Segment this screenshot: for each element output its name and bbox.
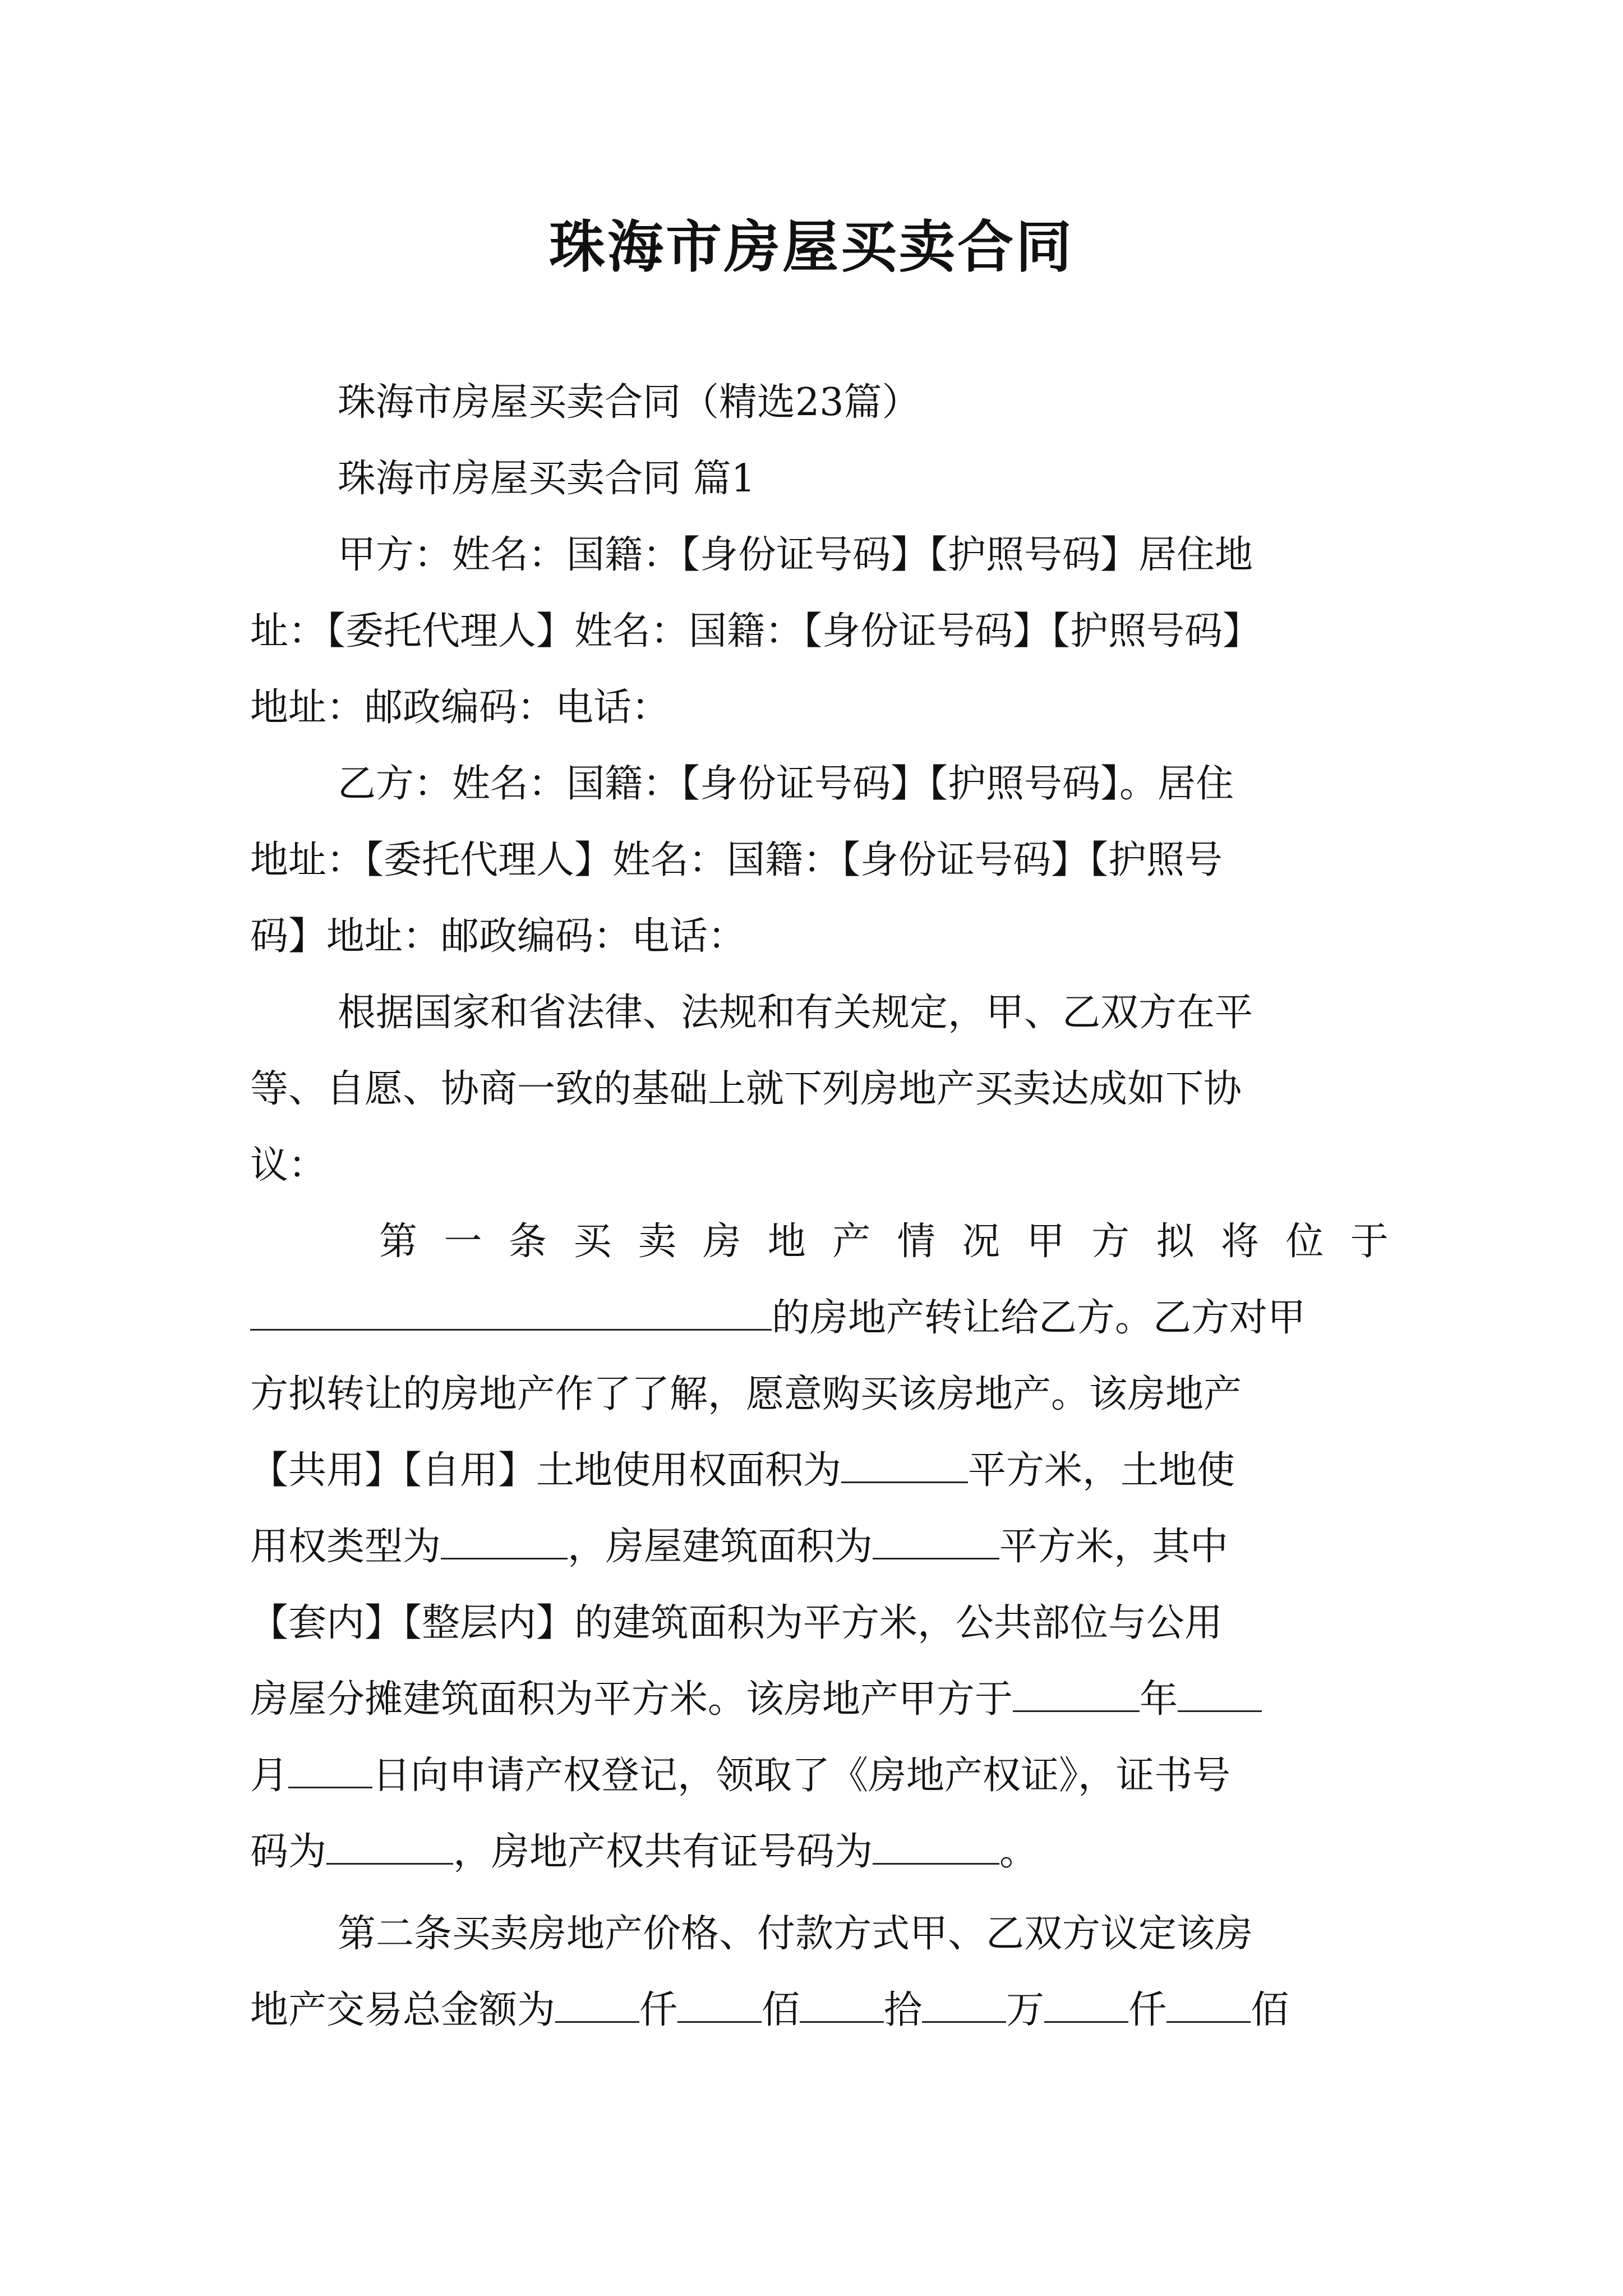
article-2-line-1: 第二条买卖房地产价格、付款方式甲、乙双方议定该房 — [338, 1912, 1253, 1956]
article-1-char: 房 — [703, 1220, 741, 1264]
fill-blank-amount — [555, 1986, 639, 2023]
article-1-heading-line — [379, 1204, 1389, 1280]
section-heading: 珠海市房屋买卖合同 篇1 — [338, 457, 755, 501]
fill-blank-building-area — [873, 1523, 999, 1559]
article-1-line-5: 用权类型为 ，房屋建筑面积为 平方米，其中 — [250, 1509, 1228, 1585]
fill-blank-month — [1178, 1676, 1262, 1712]
article-1-char: 第 — [379, 1220, 418, 1264]
article-1-char: 将 — [1220, 1220, 1259, 1264]
article-1-line-2: 的房地产转让给乙方。乙方对甲 — [250, 1280, 1306, 1356]
fill-blank-certificate-number — [326, 1828, 453, 1865]
article-1-char: 卖 — [638, 1220, 676, 1264]
article-1-char: 条 — [508, 1220, 547, 1264]
article-1-char: 买 — [573, 1220, 612, 1264]
article-1-line-6: 【套内】【整层内】的建筑面积为平方米，公共部位与公用 — [250, 1601, 1223, 1645]
article-1-char: 甲 — [1026, 1220, 1065, 1264]
article-1-char: 况 — [962, 1220, 1000, 1264]
fill-blank-land-type — [441, 1523, 568, 1559]
fill-blank-co-ownership-number — [873, 1828, 999, 1865]
party-a-line-3: 地址：邮政编码：电话： — [250, 685, 670, 730]
preamble-line-3: 议： — [250, 1143, 327, 1188]
article-1-line-8: 月 日向申请产权登记，领取了《房地产权证》，证书号 — [250, 1738, 1230, 1814]
article-1-char: 拟 — [1156, 1220, 1195, 1264]
fill-blank-amount — [1166, 1986, 1251, 2023]
fill-blank-land-area — [841, 1447, 968, 1483]
article-1-line-3: 方拟转让的房地产作了了解，愿意购买该房地产。该房地产 — [250, 1372, 1242, 1416]
party-b-line-3: 码】地址：邮政编码：电话： — [250, 914, 746, 959]
fill-blank-amount — [800, 1986, 884, 2023]
article-1-char: 一 — [444, 1220, 482, 1264]
article-1-char: 情 — [897, 1220, 935, 1264]
article-1-line-9: 码为 ，房地产权共有证号码为 。 — [250, 1814, 1038, 1890]
preamble-line-2: 等、自愿、协商一致的基础上就下列房地产买卖达成如下协 — [250, 1067, 1242, 1111]
subtitle: 珠海市房屋买卖合同（精选23篇） — [338, 380, 920, 425]
fill-blank-amount — [677, 1986, 762, 2023]
article-1-char: 于 — [1350, 1220, 1389, 1264]
document-title: 珠海市房屋买卖合同 — [549, 214, 1074, 280]
fill-blank-amount — [922, 1986, 1006, 2023]
fill-blank-year — [1013, 1676, 1140, 1712]
article-2-line-2: 地产交易总金额为 仟 佰 拾 万 仟 佰 — [250, 1972, 1289, 2049]
preamble-line-1: 根据国家和省法律、法规和有关规定，甲、乙双方在平 — [338, 991, 1253, 1035]
fill-blank-day — [288, 1752, 372, 1788]
fill-blank-property-location — [250, 1294, 772, 1331]
article-1-line-7: 房屋分摊建筑面积为平方米。该房地产甲方于 年 — [250, 1662, 1262, 1738]
article-1-char: 方 — [1091, 1220, 1129, 1264]
article-1-char: 地 — [767, 1220, 806, 1264]
article-1-char: 位 — [1285, 1220, 1324, 1264]
party-a-line-2: 址：【委托代理人】姓名：国籍：【身份证号码】【护照号码】 — [250, 609, 1261, 654]
fill-blank-amount — [1044, 1986, 1128, 2023]
party-b-line-1: 乙方：姓名：国籍：【身份证号码】【护照号码】。居住 — [338, 762, 1234, 806]
article-1-line-4: 【共用】【自用】土地使用权面积为 平方米，土地使 — [250, 1433, 1235, 1509]
party-a-line-1: 甲方：姓名：国籍：【身份证号码】【护照号码】居住地 — [338, 533, 1253, 577]
party-b-line-2: 地址：【委托代理人】姓名：国籍：【身份证号码】【护照号 — [250, 838, 1223, 882]
article-1-char: 产 — [832, 1220, 871, 1264]
